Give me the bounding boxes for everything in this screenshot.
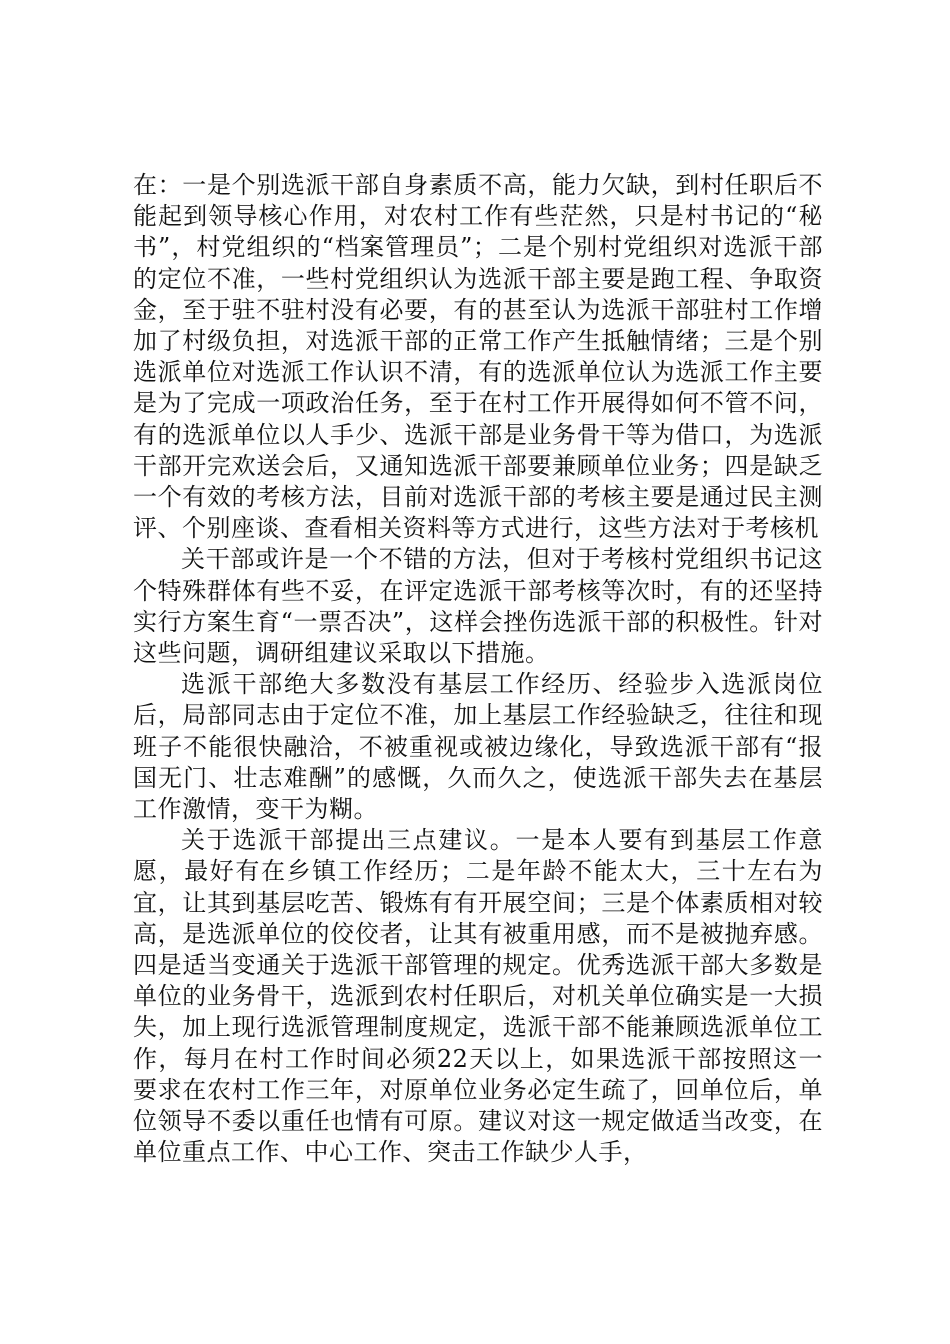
paragraph-3: 选派干部绝大多数没有基层工作经历、经验步入选派岗位后，局部同志由于定位不准，加上基层工作经验缺乏，往往和现班子不能很快融洽，不被重视或被边缘化，导致选派干部有“报国无门、壮志难酬”的感慨，久而久之，使选派干部失去在基层工作激情，变干为糊。 bbox=[133, 670, 823, 824]
paragraph-2: 关干部或许是一个不错的方法，但对于考核村党组织书记这个特殊群体有些不妥，在评定选派干部考核等次时，有的还坚持实行方案生育“一票否决”，这样会挫伤选派干部的积极性。针对这些问题，调研组建议采取以下措施。 bbox=[133, 545, 823, 668]
document-page bbox=[133, 170, 823, 1169]
paragraph-4: 关于选派干部提出三点建议。一是本人要有到基层工作意愿，最好有在乡镇工作经历；二是年龄不能太大，三十左右为宜，让其到基层吃苦、锻炼有有开展空间；三是个体素质相对较高，是选派单位的佼佼者，让其有被重用感，而不是被抛弃感。四是适当变通关于选派干部管理的规定。优秀选派干部大多数是单位的业务骨干，选派到农村任职后，对机关单位确实是一大损失，加上现行选派管理制度规定，选派干部不能兼顾选派单位工作，每月在村工作时间必须22天以上，如果选派干部按照这一要求在农村工作三年，对原单位业务必定生疏了，回单位后，单位领导不委以重任也情有可原。建议对这一规定做适当改变，在单位重点工作、中心工作、突击工作缺少人手， bbox=[133, 826, 823, 1167]
paragraph-1: 在：一是个别选派干部自身素质不高，能力欠缺，到村任职后不能起到领导核心作用，对农村工作有些茫然，只是村书记的“秘书”，村党组织的“档案管理员”；二是个别村党组织对选派干部的定位不准，一些村党组织认为选派干部主要是跑工程、争取资金，至于驻不驻村没有必要，有的甚至认为选派干部驻村工作增加了村级负担，对选派干部的正常工作产生抵触情绪；三是个别选派单位对选派工作认识不清，有的选派单位认为选派工作主要是为了完成一项政治任务，至于在村工作开展得如何不管不问，有的选派单位以人手少、选派干部是业务骨干等为借口，为选派干部开完欢送会后，又通知选派干部要兼顾单位业务；四是缺乏一个有效的考核方法，目前对选派干部的考核主要是通过民主测评、个别座谈、查看相关资料等方式进行，这些方法对于考核机 bbox=[133, 171, 823, 543]
